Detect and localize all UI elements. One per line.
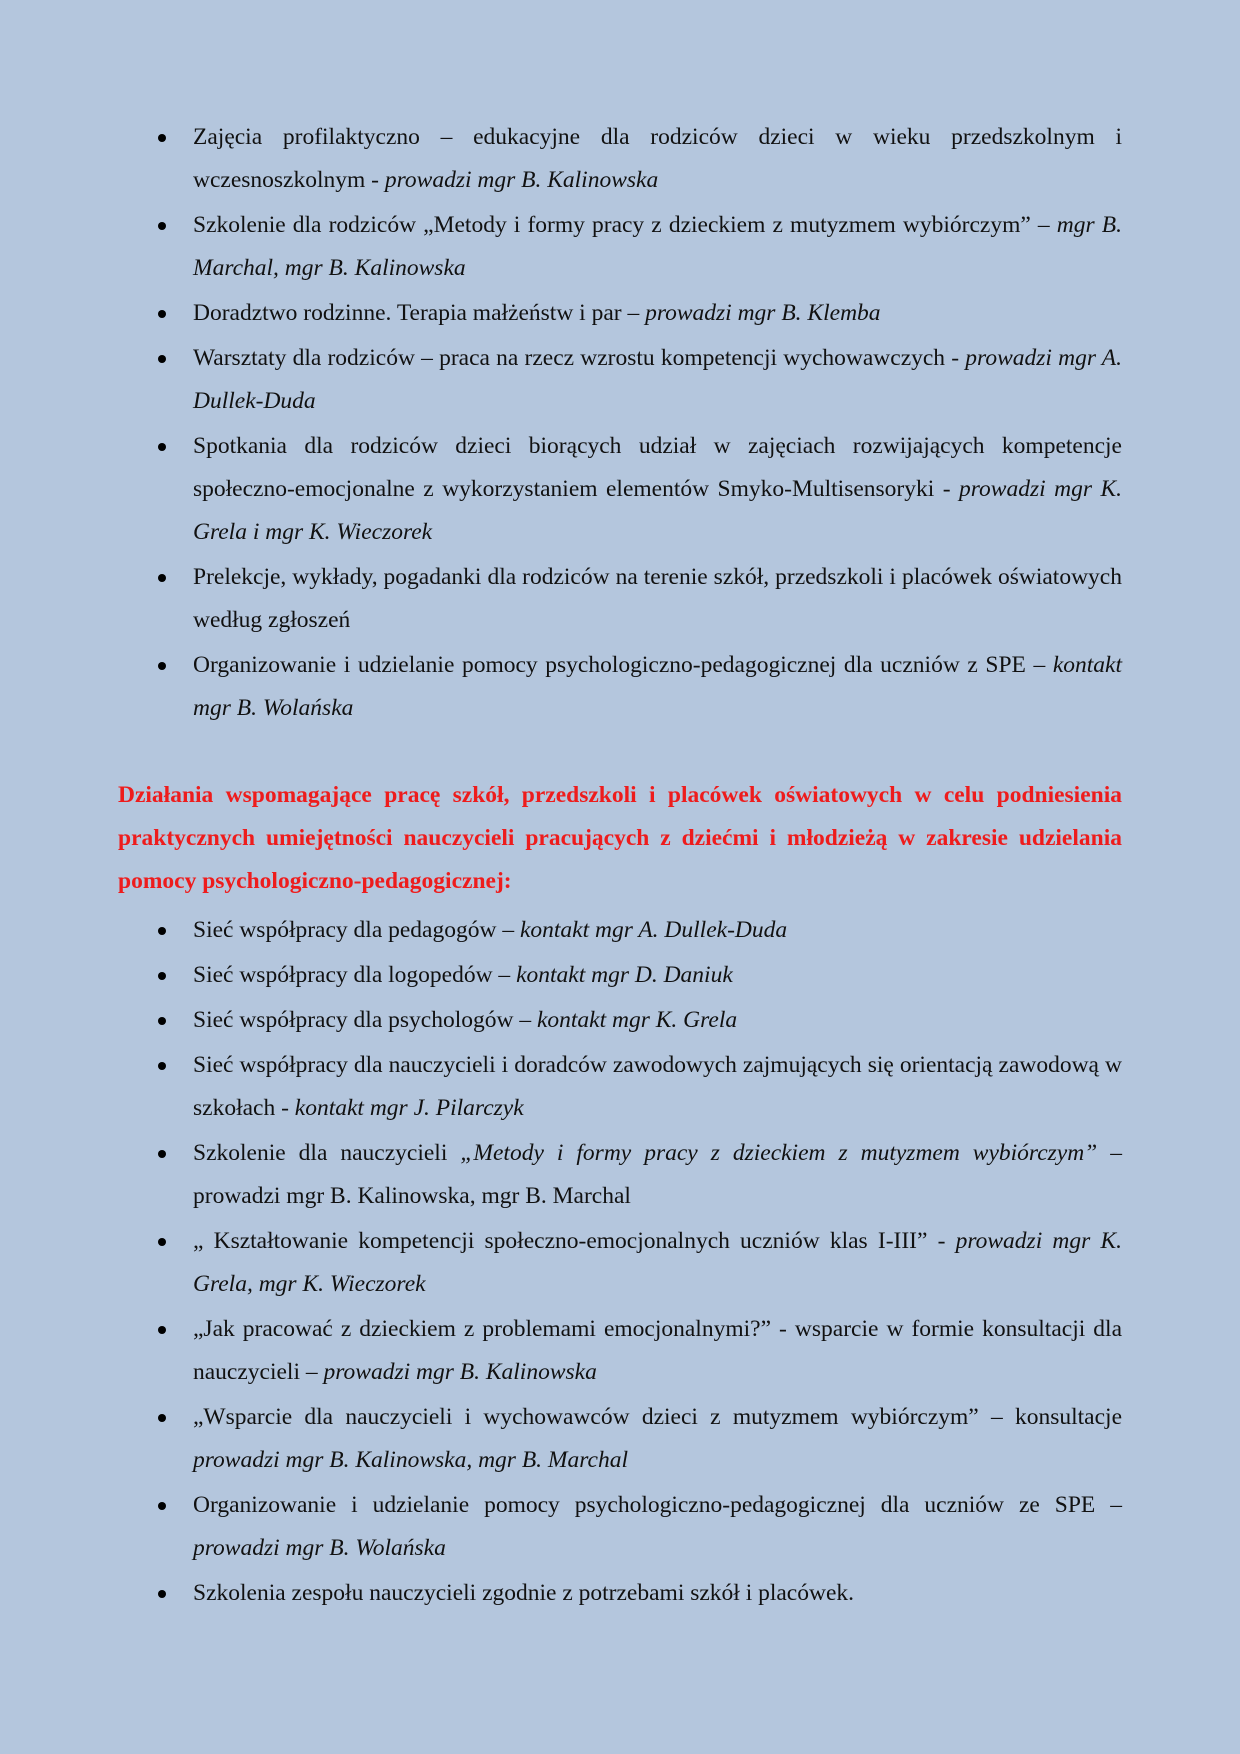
section-heading: Działania wspomagające pracę szkół, przedszkoli i placówek oświatowych w celu podniesienia praktycznych umiejętności nauczycieli pracujących z dziećmi i młodzieżą w zakresie udzielania pomocy psychologiczno-pedagogicznej: bbox=[118, 782, 1122, 894]
list-item bbox=[118, 909, 1122, 952]
list-item bbox=[118, 1484, 1122, 1570]
list-item bbox=[118, 425, 1122, 554]
item-text: Organizowanie i udzielanie pomocy psychologiczno-pedagogicznej dla uczniów ze SPE – bbox=[193, 1492, 1122, 1518]
list-item bbox=[118, 1044, 1122, 1130]
list-item bbox=[118, 1396, 1122, 1482]
item-text: Szkolenie dla rodziców „Metody i formy pracy z dzieckiem z mutyzmem wybiórczym” – bbox=[193, 212, 1057, 238]
list-item bbox=[118, 292, 1122, 335]
list-item bbox=[118, 644, 1122, 730]
item-text: Organizowanie i udzielanie pomocy psychologiczno-pedagogicznej dla uczniów z SPE – bbox=[193, 652, 1053, 678]
item-text: Sieć współpracy dla logopedów – bbox=[193, 962, 517, 988]
item-text: „Wsparcie dla nauczycieli i wychowawców dzieci z mutyzmem wybiórczym” – konsultacje bbox=[193, 1404, 1122, 1430]
item-contact: „Metody i formy pracy z dzieckiem z mutyzmem wybiórczym” bbox=[460, 1140, 1098, 1166]
parents-activities-list bbox=[118, 116, 1122, 730]
item-text: Prelekcje, wykłady, pogadanki dla rodziców na terenie szkół, przedszkoli i placówek oświatowych według zgłoszeń bbox=[193, 564, 1122, 633]
item-text: Sieć współpracy dla psychologów – bbox=[193, 1007, 537, 1033]
item-contact: prowadzi mgr K. Grela i mgr K. Wieczorek bbox=[193, 476, 1122, 545]
list-item bbox=[118, 1132, 1122, 1218]
item-contact: prowadzi mgr B. Kalinowska, mgr B. Marchal bbox=[193, 1447, 628, 1473]
list-item bbox=[118, 204, 1122, 290]
list-item bbox=[118, 954, 1122, 997]
item-contact: kontakt mgr D. Daniuk bbox=[516, 962, 733, 988]
list-item bbox=[118, 1308, 1122, 1394]
item-contact: prowadzi mgr A. Dullek-Duda bbox=[193, 345, 1122, 414]
item-text: Sieć współpracy dla nauczycieli i doradców zawodowych zajmujących się orientacją zawodową w szkołach - bbox=[193, 1052, 1122, 1121]
item-text: Sieć współpracy dla pedagogów – bbox=[193, 917, 520, 943]
item-text: Doradztwo rodzinne. Terapia małżeństw i par – bbox=[193, 300, 646, 326]
list-item bbox=[118, 556, 1122, 642]
list-item bbox=[118, 999, 1122, 1042]
list-item bbox=[118, 1220, 1122, 1306]
item-text: Szkolenia zespołu nauczycieli zgodnie z potrzebami szkół i placówek. bbox=[193, 1580, 855, 1606]
item-text: Spotkania dla rodziców dzieci biorących udział w zajęciach rozwijających kompetencje społeczno-emocjonalne z wykorzystaniem elementów Smyko-Multisensoryki - bbox=[193, 433, 1122, 502]
item-suffix: – prowadzi mgr B. Kalinowska, mgr B. Marchal bbox=[193, 1140, 1123, 1209]
item-text: Szkolenie dla nauczycieli bbox=[193, 1140, 461, 1166]
item-contact: prowadzi mgr K. Grela, mgr K. Wieczorek bbox=[193, 1228, 1122, 1297]
item-text: „Jak pracować z dzieckiem z problemami emocjonalnymi?” - wsparcie w formie konsultacji dla nauczycieli – bbox=[193, 1316, 1122, 1385]
item-text: Zajęcia profilaktyczno – edukacyjne dla rodziców dzieci w wieku przedszkolnym i wczesnoszkolnym - bbox=[193, 124, 1122, 193]
item-text: „ Kształtowanie kompetencji społeczno-emocjonalnych uczniów klas I-III” - bbox=[193, 1228, 956, 1254]
list-item bbox=[118, 1572, 1122, 1615]
item-text: Warsztaty dla rodziców – praca na rzecz wzrostu kompetencji wychowawczych - bbox=[193, 345, 966, 371]
list-item bbox=[118, 116, 1122, 202]
item-contact: kontakt mgr B. Wolańska bbox=[193, 652, 1122, 721]
item-contact: prowadzi mgr B. Wolańska bbox=[193, 1535, 446, 1561]
item-contact: kontakt mgr J. Pilarczyk bbox=[294, 1095, 524, 1121]
item-contact: prowadzi mgr B. Klemba bbox=[645, 300, 881, 326]
list-item bbox=[118, 337, 1122, 423]
item-contact: mgr B. Marchal, mgr B. Kalinowska bbox=[193, 212, 1122, 281]
item-contact: prowadzi mgr B. Kalinowska bbox=[323, 1359, 597, 1385]
teacher-support-list bbox=[118, 909, 1122, 1615]
item-contact: prowadzi mgr B. Kalinowska bbox=[384, 167, 659, 193]
item-contact: kontakt mgr K. Grela bbox=[536, 1007, 738, 1033]
item-contact: kontakt mgr A. Dullek-Duda bbox=[519, 917, 788, 943]
